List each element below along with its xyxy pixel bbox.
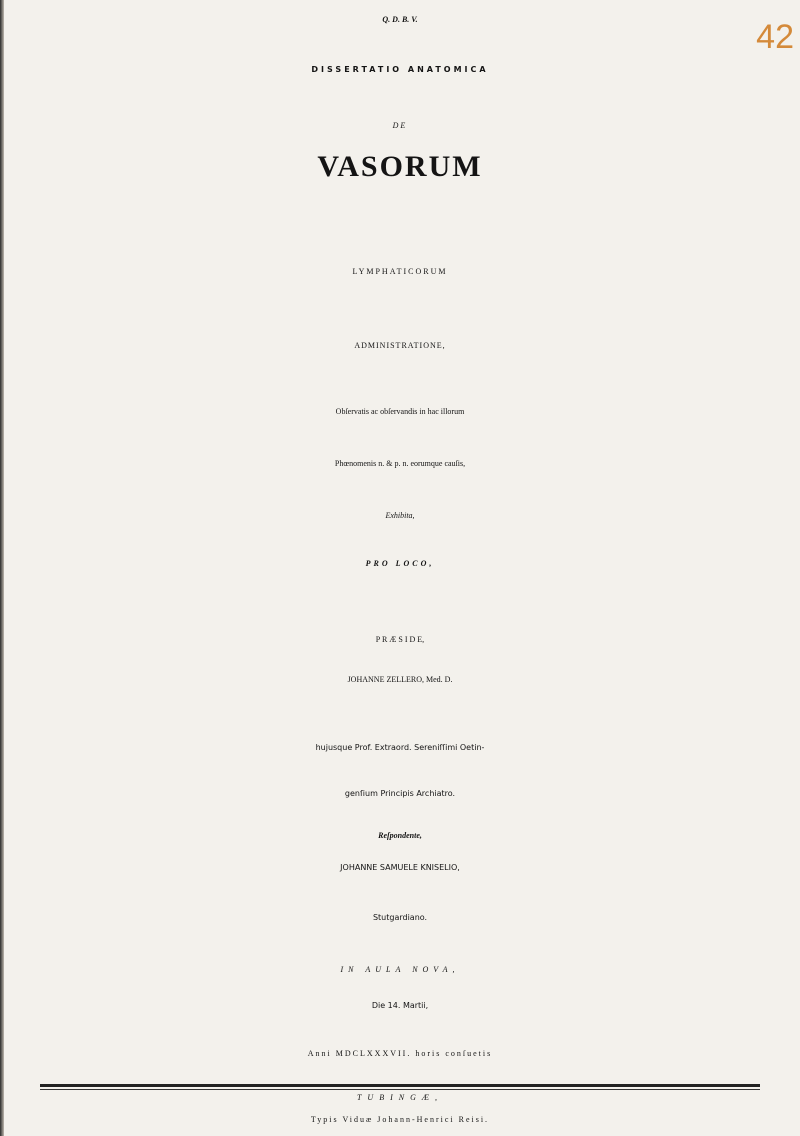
imprint-place: TUBINGÆ, — [356, 1093, 443, 1102]
header-qdbv: Q. D. B. V. — [382, 15, 418, 24]
title-administratione: ADMINISTRATIONE, — [354, 341, 446, 350]
respondens-origin: Stutgardiano. — [372, 913, 428, 922]
pro-loco: PRO LOCO, — [365, 559, 435, 568]
respondens-name: JOHANNE SAMUELE KNISELIO, — [340, 863, 460, 872]
praeses-title-cont: genſium Principis Archiatro. — [344, 789, 456, 798]
imprint-printer: Typis Viduæ Johann-Henrici Reisi. — [310, 1115, 490, 1124]
date-line: Die 14. Martii, — [371, 1001, 429, 1010]
year-line: Anni MDCLXXXVII. horis conſuetis — [307, 1049, 493, 1058]
page-number: 42 — [756, 18, 794, 56]
title-de: DE — [392, 121, 408, 130]
exhibita: Exhibita, — [385, 511, 415, 520]
subtitle-observatis: Obſervatis ac obſervandis in hac illorum — [335, 407, 465, 416]
praeses-title: hujusque Prof. Extraord. Sereniſſimi Oetin- — [315, 743, 485, 752]
title-dissertatio: DISSERTATIO ANATOMICA — [311, 65, 489, 74]
subtitle-phoenomenis: Phœnomenis n. & p. n. eorumque cauſis, — [334, 459, 466, 468]
praeses-name: JOHANNE ZELLERO, Med. D. — [347, 675, 453, 684]
praeside: P R Æ S I D E, — [375, 635, 425, 644]
respondente: Reſpondente, — [378, 831, 422, 840]
title-lymphaticorum: LYMPHATICORUM — [352, 267, 448, 276]
title-vasorum: VASORUM — [317, 150, 483, 183]
imprint-rule — [40, 1084, 760, 1087]
imprint-rule-thin — [40, 1089, 760, 1090]
in-aula-nova: IN AULA NOVA, — [340, 965, 460, 974]
